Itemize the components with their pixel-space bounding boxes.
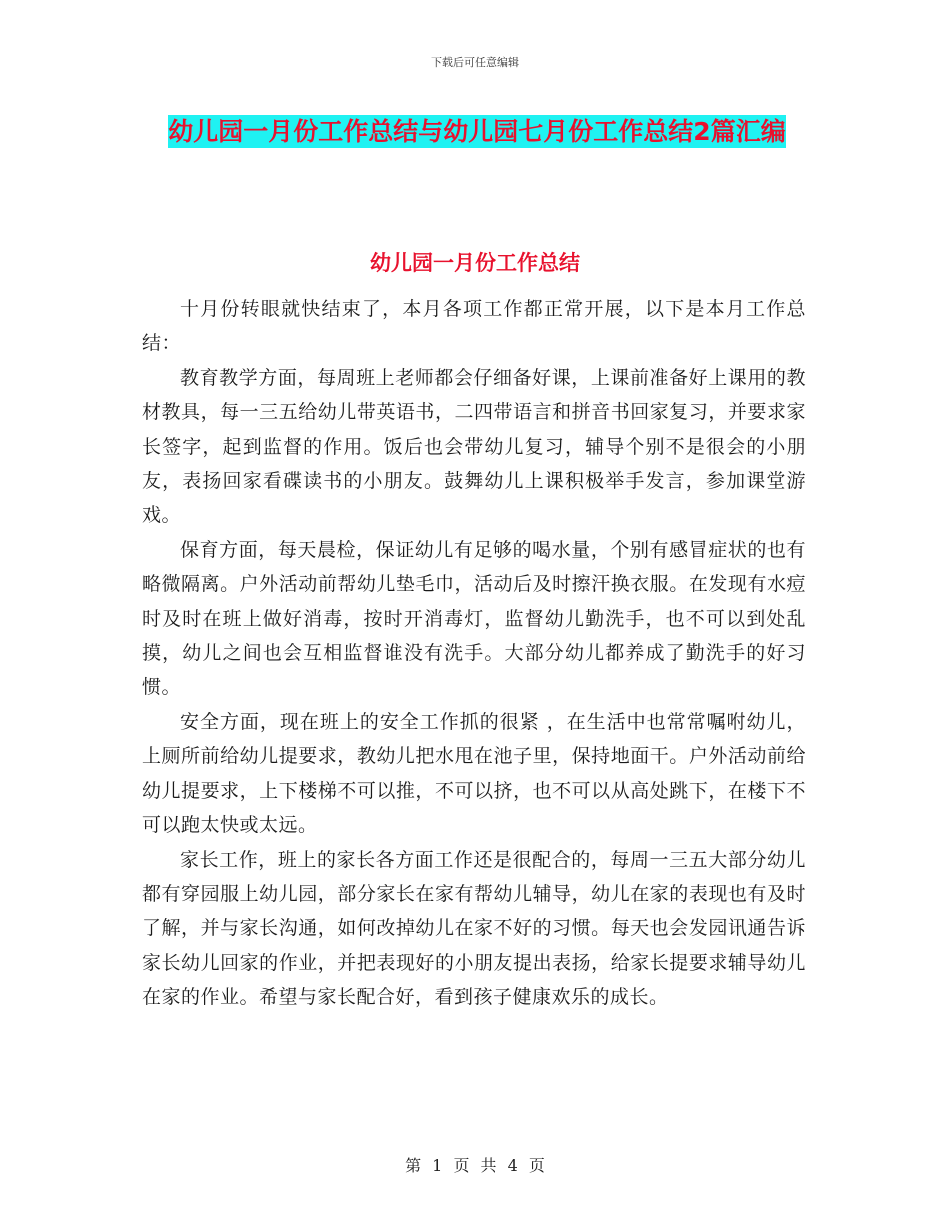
section-title: 幼儿园一月份工作总结 [370,251,580,275]
page-number: 第 1 页 共 4 页 [405,1156,545,1175]
paragraph: 十月份转眼就快结束了，本月各项工作都正常开展，以下是本月工作总结： [142,298,806,355]
paragraph: 家长工作，班上的家长各方面工作还是很配合的，每周一三五大部分幼儿都有穿园服上幼儿园，部分家长在家有帮幼儿辅导，幼儿在家的表现也有及时了解，并与家长沟通，如何改掉幼儿在家不好的习惯。每天也会发园讯通告诉家长幼儿回家的作业，并把表现好的小朋友提出表扬，给家长提要求辅导幼儿在家的作业。希望与家长配合好，看到孩子健康欢乐的成长。 [142,848,806,1009]
paragraph: 教育教学方面，每周班上老师都会仔细备好课，上课前准备好上课用的教材教具，每一三五给幼儿带英语书，二四带语言和拼音书回家复习，并要求家长签字，起到监督的作用。饭后也会带幼儿复习，辅导个别不是很会的小朋友，表扬回家看碟读书的小朋友。鼓舞幼儿上课积极举手发言，参加课堂游戏。 [142,366,806,527]
page-header-note: 下载后可任意编辑 [431,56,519,69]
paragraph: 保育方面，每天晨检，保证幼儿有足够的喝水量，个别有感冒症状的也有略微隔离。户外活动前帮幼儿垫毛巾，活动后及时擦汗换衣服。在发现有水痘时及时在班上做好消毒，按时开消毒灯，监督幼儿勤洗手，也不可以到处乱摸，幼儿之间也会互相监督谁没有洗手。大部分幼儿都养成了勤洗手的好习惯。 [142,538,806,699]
paragraph: 安全方面，现在班上的安全工作抓的很紧 ，在生活中也常常嘱咐幼儿，上厕所前给幼儿提要求，教幼儿把水甩在池子里，保持地面干。户外活动前给幼儿提要求，上下楼梯不可以推，不可以挤，也不可以从高处跳下，在楼下不可以跑太快或太远。 [142,710,806,837]
document-title-text: 幼儿园一月份工作总结与幼儿园七月份工作总结2篇汇编 [168,117,786,146]
document-title [142,110,812,154]
body-text [142,292,806,1015]
